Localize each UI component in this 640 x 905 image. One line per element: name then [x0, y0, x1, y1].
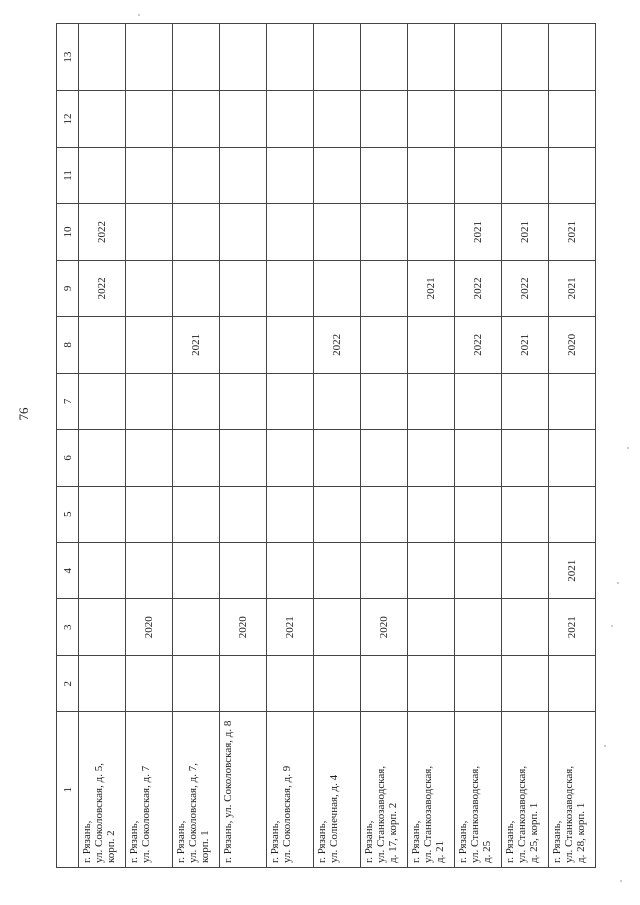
- year-cell-col-10: 2021: [502, 204, 549, 260]
- year-cell-col-12: [220, 91, 267, 147]
- table-row: [361, 24, 408, 868]
- scan-speck: [611, 625, 613, 627]
- address-line: д. 25: [481, 840, 493, 863]
- header-row: [57, 24, 79, 868]
- year-cell-col-11: [79, 147, 126, 203]
- address-cell: [408, 712, 455, 868]
- address-line: ул. Станкозаводская,: [563, 765, 575, 863]
- year-cell-col-3: [173, 599, 220, 655]
- year-cell-col-3: 2021: [267, 599, 314, 655]
- year-cell-col-2: [79, 655, 126, 711]
- year-cell-col-11: [455, 147, 502, 203]
- address-line: д. 21: [434, 840, 446, 863]
- column-header-10: 10: [57, 204, 79, 260]
- address-line: г. Рязань,: [269, 820, 281, 863]
- year-cell-col-3: [79, 599, 126, 655]
- year-cell-col-11: [173, 147, 220, 203]
- page-number: 76: [16, 407, 31, 421]
- year-cell-col-8: [408, 317, 455, 373]
- year-cell-col-8: [220, 317, 267, 373]
- year-cell-col-3: 2020: [126, 599, 173, 655]
- address-line: д. 25, корп. 1: [528, 802, 540, 863]
- table-row: [267, 24, 314, 868]
- year-cell-col-9: [267, 260, 314, 316]
- year-cell-col-2: [361, 655, 408, 711]
- year-cell-col-9: 2021: [549, 260, 596, 316]
- year-cell-col-5: [173, 486, 220, 542]
- table-row: [126, 24, 173, 868]
- year-cell-col-6: [361, 430, 408, 486]
- year-cell-col-10: 2021: [455, 204, 502, 260]
- year-cell-col-7: [173, 373, 220, 429]
- year-cell-col-6: [502, 430, 549, 486]
- address-line: ул. Солнечная, д. 4: [328, 774, 340, 863]
- year-cell-col-3: [408, 599, 455, 655]
- year-cell-col-5: [220, 486, 267, 542]
- year-cell-col-8: [126, 317, 173, 373]
- year-cell-col-7: [549, 373, 596, 429]
- year-cell-col-3: [502, 599, 549, 655]
- address-line: г. Рязань,: [410, 820, 422, 863]
- column-header-6: 6: [57, 430, 79, 486]
- year-cell-col-2: [502, 655, 549, 711]
- address-line: г. Рязань,: [175, 820, 187, 863]
- address-line: ул. Соколовская, д. 9: [281, 765, 293, 863]
- year-cell-col-13: [220, 24, 267, 91]
- year-cell-col-9: [126, 260, 173, 316]
- address-line: г. Рязань,: [363, 820, 375, 863]
- year-cell-col-4: [220, 543, 267, 599]
- year-cell-col-13: [126, 24, 173, 91]
- column-header-2: 2: [57, 655, 79, 711]
- address-cell: [314, 712, 361, 868]
- column-header-3: 3: [57, 599, 79, 655]
- year-cell-col-13: [408, 24, 455, 91]
- year-cell-col-5: [361, 486, 408, 542]
- year-cell-col-12: [455, 91, 502, 147]
- year-cell-col-13: [455, 24, 502, 91]
- year-cell-col-2: [549, 655, 596, 711]
- year-cell-col-2: [173, 655, 220, 711]
- year-cell-col-3: 2021: [549, 599, 596, 655]
- year-cell-col-5: [126, 486, 173, 542]
- year-cell-col-8: 2021: [173, 317, 220, 373]
- year-cell-col-12: [267, 91, 314, 147]
- address-cell: [173, 712, 220, 868]
- year-cell-col-7: [361, 373, 408, 429]
- year-cell-col-9: [314, 260, 361, 316]
- year-cell-col-11: [220, 147, 267, 203]
- address-line: ул. Соколовская, д. 7,: [187, 763, 199, 863]
- schedule-table: [56, 23, 596, 868]
- year-cell-col-7: [79, 373, 126, 429]
- address-line: г. Рязань, ул. Соколовская, д. 8: [222, 720, 234, 863]
- year-cell-col-5: [502, 486, 549, 542]
- column-header-9: 9: [57, 260, 79, 316]
- year-cell-col-11: [314, 147, 361, 203]
- year-cell-col-4: [361, 543, 408, 599]
- year-cell-col-4: [408, 543, 455, 599]
- address-line: г. Рязань,: [128, 820, 140, 863]
- year-cell-col-13: [549, 24, 596, 91]
- year-cell-col-9: 2022: [455, 260, 502, 316]
- year-cell-col-10: [220, 204, 267, 260]
- address-line: ул. Соколовская, д. 7: [140, 765, 152, 863]
- table-row: [314, 24, 361, 868]
- year-cell-col-2: [220, 655, 267, 711]
- column-header-7: 7: [57, 373, 79, 429]
- year-cell-col-2: [408, 655, 455, 711]
- column-header-1: 1: [57, 712, 79, 868]
- year-cell-col-10: 2022: [79, 204, 126, 260]
- year-cell-col-2: [314, 655, 361, 711]
- table-row: [220, 24, 267, 868]
- year-cell-col-9: 2022: [79, 260, 126, 316]
- address-line: ул. Станкозаводская,: [422, 765, 434, 863]
- year-cell-col-12: [361, 91, 408, 147]
- address-line: ул. Станкозаводская,: [516, 765, 528, 863]
- column-header-12: 12: [57, 91, 79, 147]
- table-header: [57, 24, 79, 868]
- year-cell-col-8: [79, 317, 126, 373]
- address-cell: [79, 712, 126, 868]
- address-cell: [549, 712, 596, 868]
- year-cell-col-4: [126, 543, 173, 599]
- column-header-8: 8: [57, 317, 79, 373]
- year-cell-col-9: 2022: [502, 260, 549, 316]
- address-cell: [361, 712, 408, 868]
- year-cell-col-6: [220, 430, 267, 486]
- address-cell: [126, 712, 173, 868]
- year-cell-col-5: [267, 486, 314, 542]
- address-line: ул. Соколовская, д. 5,: [93, 763, 105, 863]
- scan-speck: [138, 14, 140, 16]
- year-cell-col-11: [267, 147, 314, 203]
- year-cell-col-3: 2020: [361, 599, 408, 655]
- year-cell-col-4: [79, 543, 126, 599]
- scan-speck: [617, 582, 619, 584]
- year-cell-col-10: [267, 204, 314, 260]
- table-row: [79, 24, 126, 868]
- year-cell-col-6: [408, 430, 455, 486]
- address-line: корп. 2: [105, 830, 117, 863]
- year-cell-col-3: [314, 599, 361, 655]
- year-cell-col-10: [361, 204, 408, 260]
- year-cell-col-11: [549, 147, 596, 203]
- table-row: [455, 24, 502, 868]
- address-line: г. Рязань,: [551, 820, 563, 863]
- year-cell-col-12: [408, 91, 455, 147]
- address-line: ул. Станкозаводская,: [375, 765, 387, 863]
- year-cell-col-6: [267, 430, 314, 486]
- year-cell-col-13: [502, 24, 549, 91]
- year-cell-col-8: [267, 317, 314, 373]
- address-line: г. Рязань,: [81, 820, 93, 863]
- year-cell-col-13: [267, 24, 314, 91]
- year-cell-col-7: [126, 373, 173, 429]
- address-line: г. Рязань,: [504, 820, 516, 863]
- year-cell-col-7: [502, 373, 549, 429]
- year-cell-col-2: [267, 655, 314, 711]
- year-cell-col-7: [455, 373, 502, 429]
- year-cell-col-3: [455, 599, 502, 655]
- year-cell-col-5: [79, 486, 126, 542]
- year-cell-col-6: [455, 430, 502, 486]
- scan-speck: [620, 880, 622, 882]
- year-cell-col-6: [173, 430, 220, 486]
- column-header-4: 4: [57, 543, 79, 599]
- year-cell-col-13: [361, 24, 408, 91]
- year-cell-col-10: 2021: [549, 204, 596, 260]
- year-cell-col-5: [314, 486, 361, 542]
- year-cell-col-6: [314, 430, 361, 486]
- address-line: д. 28, корп. 1: [575, 802, 587, 863]
- address-cell: [220, 712, 267, 868]
- address-line: г. Рязань,: [316, 820, 328, 863]
- column-header-13: 13: [57, 24, 79, 91]
- year-cell-col-11: [361, 147, 408, 203]
- year-cell-col-10: [314, 204, 361, 260]
- scan-speck: [604, 745, 606, 747]
- year-cell-col-13: [79, 24, 126, 91]
- year-cell-col-12: [126, 91, 173, 147]
- year-cell-col-9: [173, 260, 220, 316]
- year-cell-col-4: [314, 543, 361, 599]
- year-cell-col-11: [408, 147, 455, 203]
- address-cell: [267, 712, 314, 868]
- table-row: [408, 24, 455, 868]
- year-cell-col-12: [173, 91, 220, 147]
- year-cell-col-6: [79, 430, 126, 486]
- year-cell-col-8: [361, 317, 408, 373]
- address-line: д. 17, корп. 2: [387, 802, 399, 863]
- year-cell-col-5: [549, 486, 596, 542]
- year-cell-col-12: [549, 91, 596, 147]
- year-cell-col-6: [126, 430, 173, 486]
- year-cell-col-9: [361, 260, 408, 316]
- year-cell-col-8: 2022: [455, 317, 502, 373]
- year-cell-col-9: 2021: [408, 260, 455, 316]
- year-cell-col-7: [314, 373, 361, 429]
- year-cell-col-11: [502, 147, 549, 203]
- year-cell-col-3: 2020: [220, 599, 267, 655]
- year-cell-col-4: [267, 543, 314, 599]
- year-cell-col-8: 2021: [502, 317, 549, 373]
- year-cell-col-9: [220, 260, 267, 316]
- address-line: корп. 1: [199, 830, 211, 863]
- year-cell-col-10: [408, 204, 455, 260]
- address-line: ул. Станкозаводская,: [469, 765, 481, 863]
- table-body: [79, 24, 596, 868]
- year-cell-col-5: [455, 486, 502, 542]
- year-cell-col-12: [314, 91, 361, 147]
- year-cell-col-12: [79, 91, 126, 147]
- year-cell-col-11: [126, 147, 173, 203]
- year-cell-col-13: [173, 24, 220, 91]
- address-line: г. Рязань,: [457, 820, 469, 863]
- table-row: [549, 24, 596, 868]
- year-cell-col-13: [314, 24, 361, 91]
- year-cell-col-7: [408, 373, 455, 429]
- year-cell-col-7: [267, 373, 314, 429]
- year-cell-col-2: [455, 655, 502, 711]
- column-header-11: 11: [57, 147, 79, 203]
- year-cell-col-2: [126, 655, 173, 711]
- year-cell-col-8: 2020: [549, 317, 596, 373]
- address-cell: [502, 712, 549, 868]
- year-cell-col-4: [455, 543, 502, 599]
- year-cell-col-10: [173, 204, 220, 260]
- column-header-5: 5: [57, 486, 79, 542]
- year-cell-col-8: 2022: [314, 317, 361, 373]
- table-row: [173, 24, 220, 868]
- table-row: [502, 24, 549, 868]
- address-cell: [455, 712, 502, 868]
- year-cell-col-4: [502, 543, 549, 599]
- year-cell-col-6: [549, 430, 596, 486]
- year-cell-col-10: [126, 204, 173, 260]
- year-cell-col-4: 2021: [549, 543, 596, 599]
- year-cell-col-4: [173, 543, 220, 599]
- year-cell-col-12: [502, 91, 549, 147]
- schedule-table-rotated: [56, 23, 587, 868]
- scan-speck: [627, 447, 629, 449]
- year-cell-col-5: [408, 486, 455, 542]
- year-cell-col-7: [220, 373, 267, 429]
